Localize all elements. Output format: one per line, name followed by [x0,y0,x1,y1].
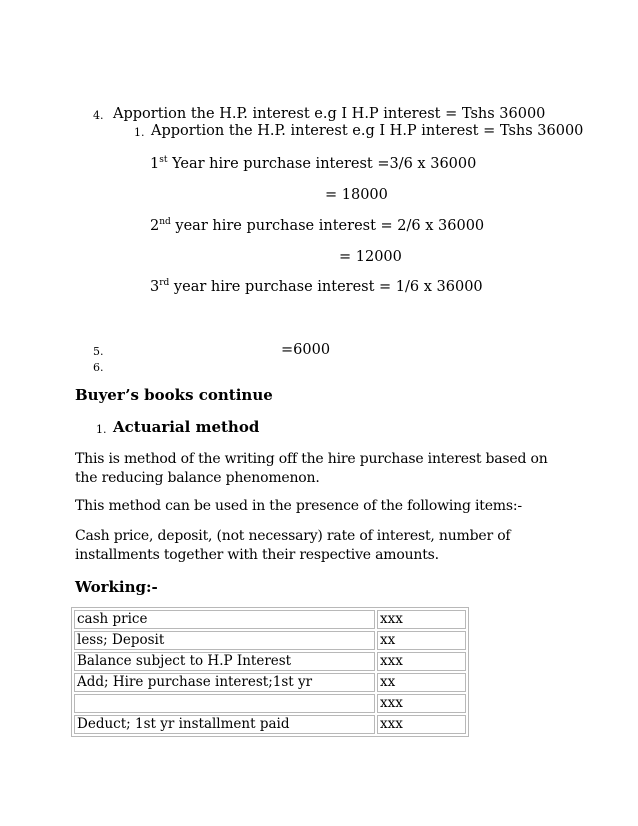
year2-line [150,217,484,235]
list-number: 5. [93,345,104,358]
list-item-text: Apportion the H.P. interest e.g I H.P interest = Tshs 36000 [113,106,546,122]
working-heading: Working:- [75,578,158,596]
working-table [71,607,469,737]
list-number: 6. [93,361,104,374]
year1-superscript: st [159,155,168,166]
year1-result: = 18000 [325,187,388,203]
table-row [74,694,466,713]
table-cell-item: Add; Hire purchase interest;1st yr [74,673,375,692]
table-cell-amount: xxx [377,694,466,713]
table-row [74,673,466,692]
method-number: 1. [96,423,107,436]
item5-value: =6000 [281,342,331,358]
year2-text: year hire purchase interest = 2/6 x 36000 [175,218,485,234]
year1-text: Year hire purchase interest =3/6 x 36000 [172,156,477,172]
table-cell-item: Deduct; 1st yr installment paid [74,715,375,734]
sublist-item-text: Apportion the H.P. interest e.g I H.P interest = Tshs 36000 [151,123,584,139]
table-row [74,631,466,650]
section-heading: Buyer’s books continue [75,386,273,404]
list-number: 4. [93,109,104,122]
table-cell-amount: xx [377,631,466,650]
year3-text: year hire purchase interest = 1/6 x 36000 [173,279,483,295]
table-cell-amount: xxx [377,715,466,734]
paragraph-definition: This is method of the writing off the hire purchase interest based on the reducing balance phenomenon. [75,451,548,486]
table-cell-item: cash price [74,610,375,629]
table-cell-amount: xxx [377,610,466,629]
table-cell-item [74,694,375,713]
sublist-number: 1. [134,126,145,139]
table-cell-item: less; Deposit [74,631,375,650]
table-row [74,715,466,734]
table-cell-amount: xxx [377,652,466,671]
table-row [74,652,466,671]
year2-ordinal: 2 [150,218,160,234]
table-cell-amount: xx [377,673,466,692]
year3-superscript: rd [159,278,170,289]
method-title: Actuarial method [113,418,260,436]
year2-superscript: nd [159,217,171,228]
year3-line [150,278,483,296]
paragraph-items: Cash price, deposit, (not necessary) rate of interest, number of installments together with their respective amounts. [75,528,511,563]
year1-ordinal: 1 [150,156,160,172]
table-cell-item: Balance subject to H.P Interest [74,652,375,671]
paragraph-usage: This method can be used in the presence of the following items:- [75,498,522,514]
table-row [74,610,466,629]
year3-ordinal: 3 [150,279,160,295]
year1-line [150,155,476,173]
year2-result: = 12000 [339,249,402,265]
